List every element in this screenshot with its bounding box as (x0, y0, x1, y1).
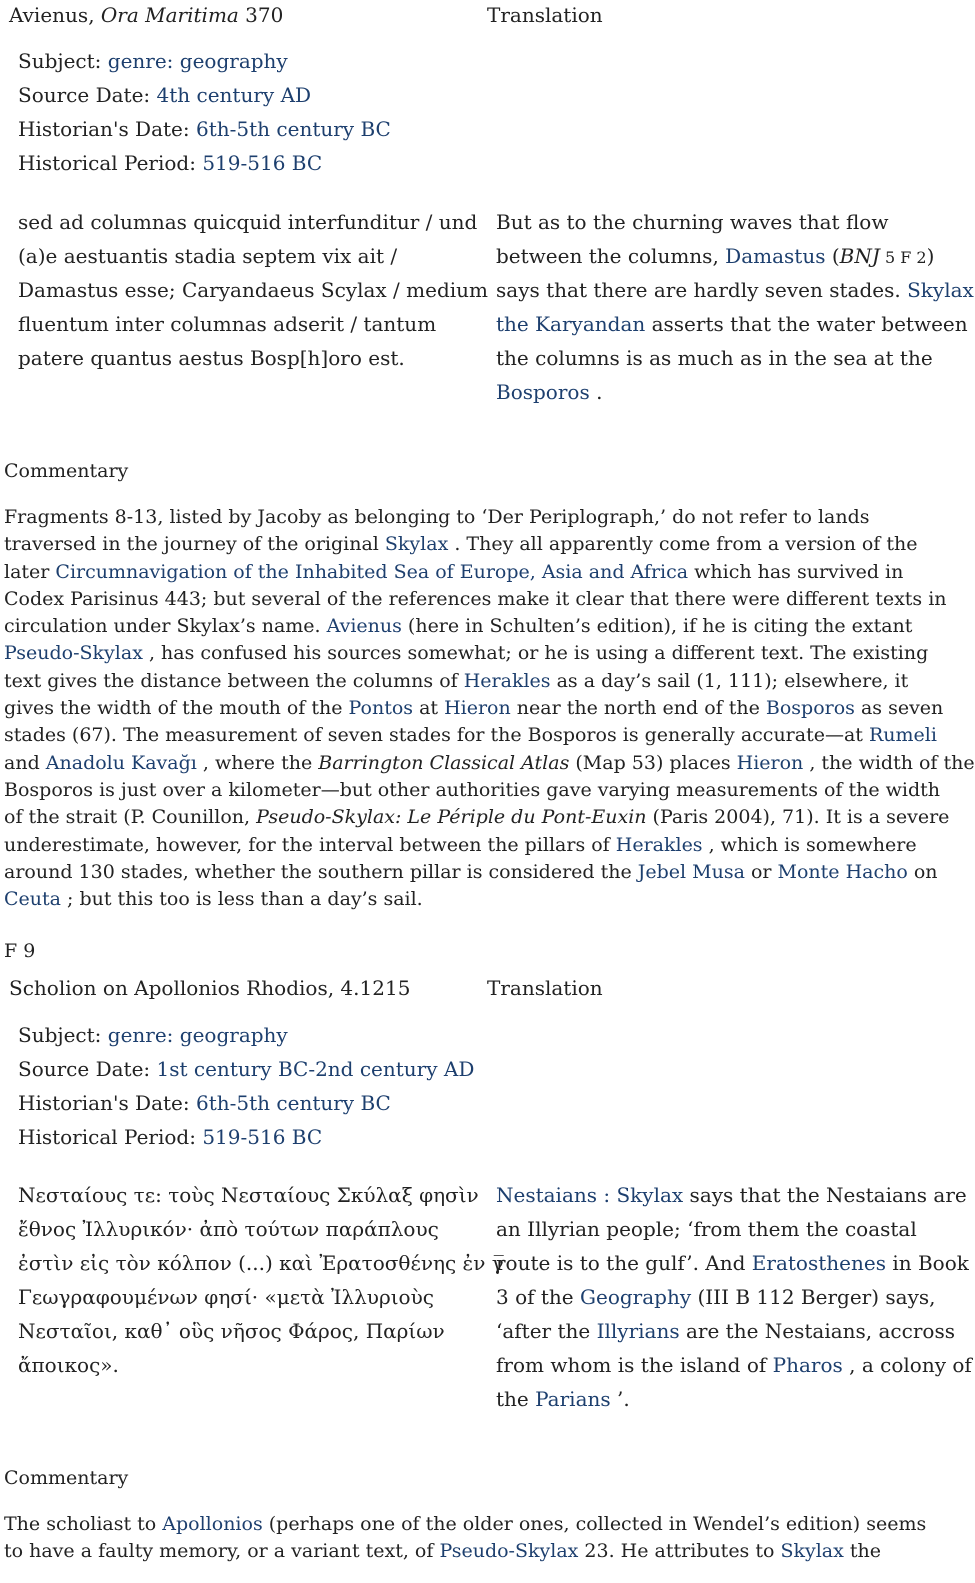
jebel-musa-link[interactable]: Jebel Musa (637, 860, 745, 883)
original-text (18, 1178, 504, 1382)
source-author: Avienus, (9, 3, 101, 27)
commentary-text: The scholiast to Apollonios (perhaps one of the older ones, collected in Wendel’s edition) seems to have a faulty memory, or a variant text, of Pseudo-Skylax 23. He attributes to Skylax the (4, 1513, 927, 1563)
subject-link[interactable]: genre: geography (107, 1023, 288, 1047)
subject-row: Subject: genre: geography (18, 49, 288, 73)
fragment-number: F 9 (4, 940, 36, 962)
circumnavigation-link[interactable]: Circumnavigation of the Inhabited Sea of Europe, Asia and Africa (55, 560, 689, 583)
karyandan-link[interactable]: the Karyandan (496, 312, 646, 336)
commentary-heading: Commentary (4, 460, 129, 482)
bosporos-link[interactable]: Bosporos (496, 380, 590, 404)
original-line: (a)e aestuantis stadia septem vix ait / (18, 244, 398, 268)
skylax-link[interactable]: Skylax (616, 1183, 684, 1207)
skylax-link[interactable]: Skylax (907, 278, 974, 302)
source-date-row: Source Date: 4th century AD (18, 83, 312, 107)
hieron-link[interactable]: Hieron (444, 697, 511, 720)
apollonios-link[interactable]: Apollonios (162, 1513, 263, 1535)
source-heading: Scholion on Apollonios Rhodios, 4.1215 (9, 976, 411, 1000)
translation-text: Nestaians : Skylax says that the Nestaians are an Illyrian people; ‘from them the coastal route is to the gulf’. And Eratosthenes in Book 3 of the Geography (III B 112 Berger) says, ‘after the Illyrians are the Nestaians, accross from whom is the island of Pharos , a colony of the Parians ’. (496, 1183, 972, 1411)
historian-date-link[interactable]: 6th-5th century BC (196, 1091, 391, 1115)
parians-link[interactable]: Parians (535, 1387, 611, 1411)
source-heading (9, 2, 283, 28)
pontos-link[interactable]: Pontos (348, 697, 414, 720)
pseudo-skylax-link[interactable]: Pseudo-Skylax (439, 1540, 579, 1563)
original-line: fluentum inter columnas adserit / tantum (18, 312, 437, 336)
pseudo-skylax-link[interactable]: Pseudo-Skylax (4, 642, 143, 665)
rumeli-link[interactable]: Rumeli (868, 724, 937, 747)
subject-link[interactable]: genre: geography (107, 49, 288, 73)
original-line: ἔθνος Ἰλλυρικόν· ἀπὸ τούτων παράπλους (18, 1217, 439, 1241)
translation-heading: Translation (487, 3, 603, 27)
original-line: Νεσταῖοι, καθ᾽ οὓς νῆσος Φάρος, Παρίων (18, 1319, 445, 1343)
hieron-link[interactable]: Hieron (736, 751, 804, 774)
historical-period-link[interactable]: 519-516 BC (202, 1125, 323, 1149)
ceuta-link[interactable]: Ceuta (4, 888, 61, 911)
avienus-link[interactable]: Avienus (326, 615, 402, 638)
skylax-link[interactable]: Skylax (780, 1540, 844, 1563)
anadolu-kavagi-link[interactable]: Anadolu Kavağı (45, 751, 197, 774)
original-line: ἐστὶν εἰς τὸν κόλπον (...) καὶ Ἐρατοσθένης ἐν γ̅ (18, 1251, 504, 1275)
source-date-link[interactable]: 1st century BC-2nd century AD (156, 1057, 475, 1081)
eratosthenes-link[interactable]: Eratosthenes (751, 1251, 886, 1275)
metadata-block (18, 1018, 474, 1154)
source-reference: 370 (238, 3, 284, 27)
translation-text: But as to the churning waves that flow between the columns, Damastus (BNJ 5 F 2) says that there are hardly seven stades. Skylax the Karyandan asserts that the water between the columns is as much as in the sea at the Bosporos . (496, 210, 974, 404)
geography-link[interactable]: Geography (580, 1285, 692, 1309)
commentary-heading: Commentary (4, 1467, 129, 1489)
commentary-text: Fragments 8-13, listed by Jacoby as belonging to ‘Der Periplograph,’ do not refer to lands traversed in the journey of the original Skylax . They all apparently come from a version of the later Circumnavigation of the Inhabited Sea of Europe, Asia and Africa which has survived in Codex Parisinus 443; but several of the references make it clear that there were different texts in circulation under Skylax’s name. Avienus (here in Schulten’s edition), if he is citing the extant Pseudo-Skylax , has confused his sources somewhat; or he is using a different text. The existing text gives the distance between the columns of Herakles as a day’s sail (1, 111); elsewhere, it gives the width of the mouth of the Pontos at Hieron near the north end of the Bosporos as seven stades (67). The measurement of seven stades for the Bosporos is generally accurate—at Rumeli and Anadolu Kavağı , where the Barrington Classical Atlas (Map 53) places Hieron , the width of the Bosporos is just over a kilometer—but other authorities gave varying measurements of the width of the strait (P. Counillon, Pseudo-Skylax: Le Périple du Pont-Euxin (Paris 2004), 71). It is a severe underestimate, however, for the interval between the pillars of Herakles , which is somewhere around 130 stades, whether the southern pillar is considered the Jebel Musa or Monte Hacho on Ceuta ; but this too is less than a day’s sail. (4, 506, 975, 911)
monte-hacho-link[interactable]: Monte Hacho (777, 860, 908, 883)
metadata-block (18, 44, 391, 180)
damastus-link[interactable]: Damastus (725, 244, 826, 268)
translation-heading: Translation (487, 976, 603, 1000)
historian-date-link[interactable]: 6th-5th century BC (196, 117, 391, 141)
historical-period-row: Historical Period: 519-516 BC (18, 151, 323, 175)
herakles-link[interactable]: Herakles (615, 833, 703, 856)
skylax-link[interactable]: Skylax (384, 533, 449, 556)
source-date-row: Source Date: 1st century BC-2nd century AD (18, 1057, 475, 1081)
source-date-link[interactable]: 4th century AD (156, 83, 312, 107)
historian-date-row: Historian's Date: 6th-5th century BC (18, 117, 391, 141)
herakles-link[interactable]: Herakles (463, 669, 551, 692)
source-work: Ora Maritima (100, 3, 239, 27)
original-line: ἄποικος». (18, 1353, 119, 1377)
original-line: Νεσταίους τε: τοὺς Νεσταίους Σκύλαξ φησὶν (18, 1183, 479, 1207)
original-line: Damastus esse; Caryandaeus Scylax / medium (18, 278, 488, 302)
historian-date-row: Historian's Date: 6th-5th century BC (18, 1091, 391, 1115)
bosporos-link[interactable]: Bosporos (765, 697, 855, 720)
original-line: Γεωγραφουμένων φησί· «μετὰ Ἰλλυριοὺς (18, 1285, 434, 1309)
nestaians-link[interactable]: Nestaians (496, 1183, 598, 1207)
historical-period-link[interactable]: 519-516 BC (202, 151, 323, 175)
historical-period-row: Historical Period: 519-516 BC (18, 1125, 323, 1149)
subject-row: Subject: genre: geography (18, 1023, 288, 1047)
original-line: sed ad columnas quicquid interfunditur / und (18, 210, 478, 234)
illyrians-link[interactable]: Illyrians (596, 1319, 680, 1343)
original-line: patere quantus aestus Bosp[h]oro est. (18, 346, 405, 370)
pharos-link[interactable]: Pharos (772, 1353, 843, 1377)
original-text (18, 205, 488, 375)
